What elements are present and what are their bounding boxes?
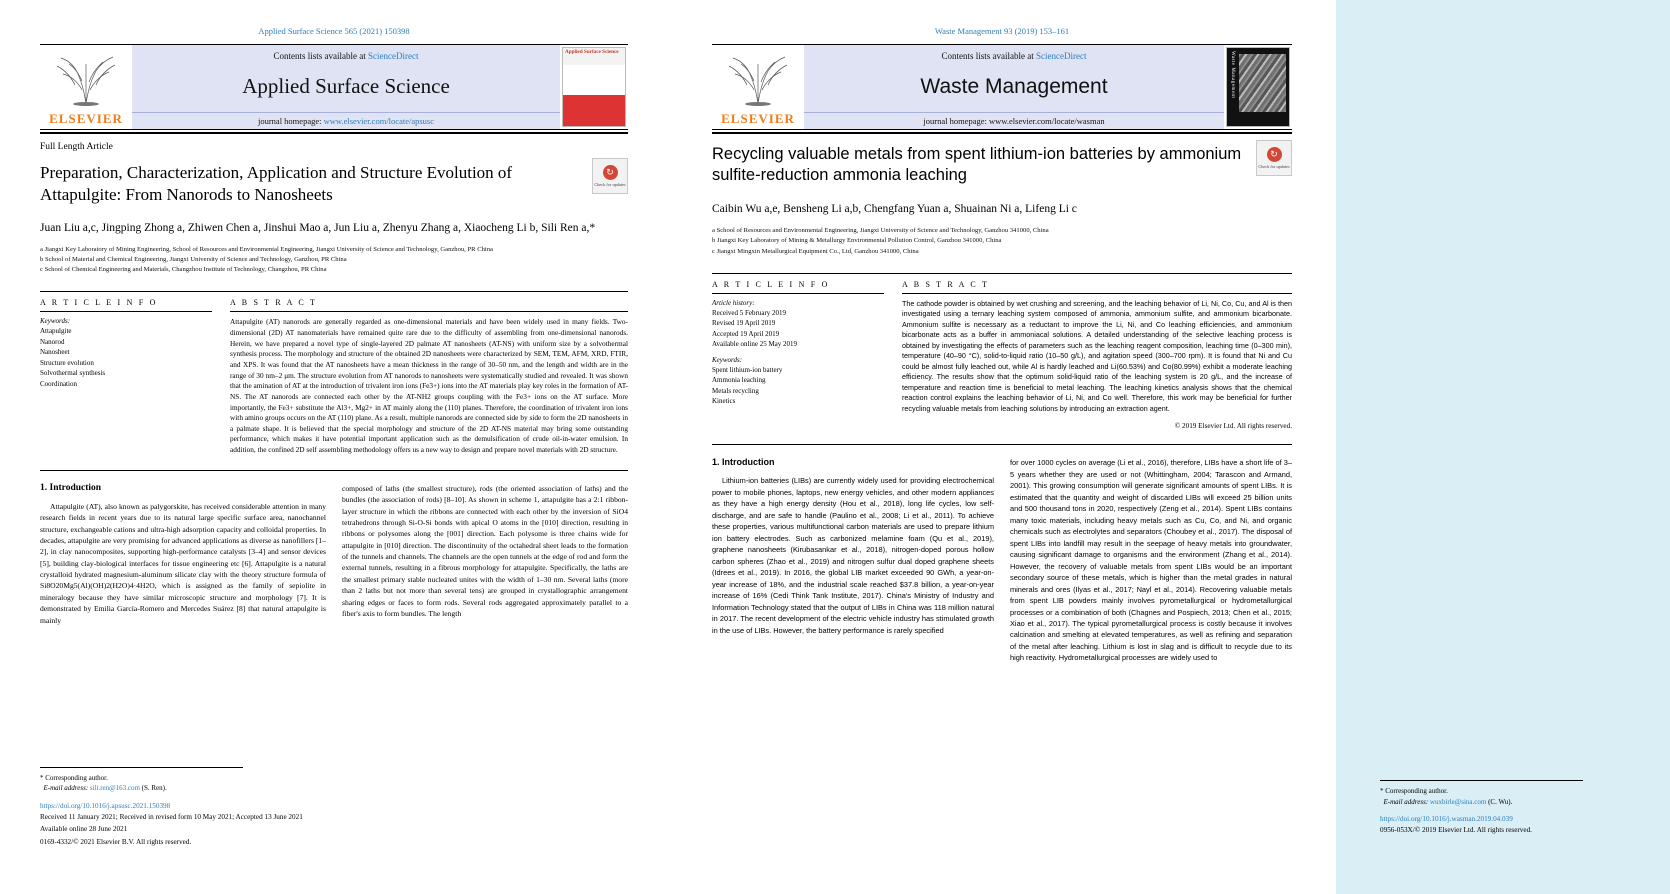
- email-owner-left: (S. Ren).: [141, 784, 167, 793]
- abstract-heading-left: A B S T R A C T: [230, 298, 318, 308]
- email-owner-right: (C. Wu).: [1488, 797, 1513, 806]
- history-item: Accepted 19 April 2019: [712, 329, 780, 338]
- homepage-prefix-right: journal homepage:: [923, 116, 990, 126]
- email-link-right[interactable]: wuxbirle@sina.com: [1429, 797, 1487, 806]
- corresponding-email-line-left: [40, 783, 243, 794]
- contents-prefix-right: Contents lists available at: [941, 51, 1036, 61]
- pdf-page-left[interactable]: [0, 0, 668, 894]
- elsevier-wordmark-left: ELSEVIER: [49, 111, 123, 126]
- divider: [902, 293, 1292, 294]
- title-row-right: [712, 134, 1292, 187]
- body-column-2-right: [1010, 457, 1292, 667]
- affiliation-item: c School of Chemical Engineering and Materials, Changzhou Institute of Technology, Changzhou, PR China: [40, 266, 327, 274]
- article-info-column-right: [712, 280, 884, 431]
- journal-reference-left: Applied Surface Science 565 (2021) 150398: [258, 26, 410, 36]
- elsevier-tree-icon: [40, 45, 132, 111]
- crossmark-badge-left[interactable]: [592, 158, 628, 194]
- keyword-item: Spent lithium-ion battery: [712, 365, 783, 374]
- sciencedirect-link-left[interactable]: ScienceDirect: [368, 51, 419, 61]
- crossmark-label-right: Check for updates: [1258, 164, 1290, 169]
- keywords-list-right: [712, 365, 884, 407]
- history-item: Revised 19 April 2019: [712, 319, 776, 328]
- homepage-link-right[interactable]: www.elsevier.com/locate/wasman: [989, 116, 1105, 126]
- journal-masthead-left: [40, 44, 628, 130]
- journal-cover-image-left: [562, 47, 626, 127]
- keyword-item: Metals recycling: [712, 386, 759, 395]
- abstract-column-left: [230, 298, 628, 455]
- author-list-right: Caibin Wu a,e, Bensheng Li a,b, Chengfang Yuan a, Shuainan Ni a, Lifeng Li c: [712, 202, 1077, 215]
- keywords-heading-right: Keywords:: [712, 355, 743, 364]
- divider: [230, 311, 628, 312]
- elsevier-logo-left: [40, 45, 132, 129]
- cover-photo-right: [1239, 54, 1286, 112]
- footer-block-right: [1380, 770, 1670, 836]
- intro-paragraph-2-right: for over 1000 cycles on average (Li et al., 2016), therefore, LIBs have a short life of 3–5 years whether they are used or not (Whittingham, 2004; Tarascon and Armand, 2001). This growing consumption will generate significant amounts of spent LIBs. It is estimated that the quantity and weight of discarded LIBs will exceed 25 billion units and 500 thousand tons in 2020, respectively (Zeng et al., 2014). Spent LIBs contains many toxic materials, including heavy metals such as Cu, Co, and Ni, and organic chemicals such as electrolytes and separators (Choubey et al., 2017). The disposal of spent LIBs into landfill may result in the seepage of heavy metals into groundwater, causing significant damage to organisms and the environment (Zhang et al., 2014). However, the recovery of valuable metals from spent LIBs would be an important secondary source of these metals, which is higher than the metal grades in natural minerals and ores (Ilyas et al., 2017; Nayl et al., 2014). Recovering valuable metals from spent LIB powders mainly involves pyrometallurgical or hydrometallurgical processes or a combination of both (Chagnes and Pospiech, 2013; Chen et al., 2015; Xiao et al., 2017). The typical pyrometallurgical process is costly because it involves calcination and smelting at elevated temperatures, as well as refining and separation of the metal after leaching. Lithium is lost in slag and is difficult to recycle due to its high reactivity. Hydrometallurgical processes are widely used to: [1010, 458, 1292, 663]
- issn-copyright-left: 0169-4332/© 2021 Elsevier B.V. All rights reserved.: [40, 838, 192, 847]
- info-abstract-block-left: [40, 291, 628, 455]
- journal-masthead-right: [712, 44, 1292, 130]
- paper-title-left: Preparation, Characterization, Application and Structure Evolution of Attapulgite: From Nanorods to Nanosheets: [40, 163, 513, 204]
- affiliation-item: b Jiangxi Key Laboratory of Mining & Metallurgy Environmental Pollution Control, Ganzhou 341000, China: [712, 237, 1002, 245]
- sciencedirect-link-right[interactable]: ScienceDirect: [1036, 51, 1087, 61]
- keyword-item: Kinetics: [712, 397, 736, 406]
- affiliation-item: b School of Material and Chemical Engineering, Jiangxi University of Science and Technology, Ganzhou, PR China: [40, 255, 347, 263]
- article-info-heading-left: A R T I C L E I N F O: [40, 298, 158, 308]
- article-type-left: Full Length Article: [40, 142, 113, 152]
- body-column-1-left: [40, 483, 326, 630]
- keyword-item: Solvothermal synthesis: [40, 369, 106, 378]
- section-rule-left: [40, 470, 628, 471]
- contents-prefix-left: Contents lists available at: [273, 51, 368, 61]
- intro-heading-left: 1. Introduction: [40, 482, 102, 493]
- body-column-1-right: [712, 457, 994, 667]
- keywords-list-left: [40, 326, 212, 389]
- keyword-item: Structure evolution: [40, 358, 94, 367]
- journal-cover-left: [560, 45, 628, 129]
- masthead-rule-left: [40, 132, 628, 134]
- affiliation-item: a School of Resources and Environmental Engineering, Jiangxi University of Science and Technology, Ganzhou 341000, China: [712, 227, 1049, 235]
- intro-paragraph-1-left: Attapulgite (AT), also known as palygorskite, has received considerable attention in many research fields in recent years due to its natural large specific surface area, nanochannel structure, exchangeable cations and ultra-high adsorption capacity and colloidal properties. In decades, attapulgite are very promising for advanced applications as diverse as nanofillers [1–2], in clay nanocomposites, supporting high-performance catalysts [3–4] and sensor devices [5], building clay-biological interfaces for tissue engineering etc [6]. Attapulgite is a natural crystalloid hydrated magnesium-aluminum silicate clay with the theory structure formula of Si8O20Mg5(Al)(OH)2(H2O)4·4H2O, which is assigned as the family of sepiolite in mineralogy because they have similar microscopic structure and morphology [7]. It is demonstrated by Emilia García-Romero and Mercedes Suárez [8] that natural attapulgite is mainly: [40, 501, 326, 625]
- keyword-item: Nanosheet: [40, 348, 70, 357]
- history-item: Available online 25 May 2019: [712, 340, 798, 349]
- contents-available-line-right: [942, 51, 1087, 61]
- keyword-item: Ammonia leaching: [712, 376, 766, 385]
- footer-block-left: [40, 757, 330, 848]
- journal-homepage-left: [132, 112, 560, 129]
- corresponding-author-note-right: [1380, 780, 1583, 807]
- crossmark-icon-left: ↻: [603, 165, 618, 180]
- corresponding-author-star-left: * Corresponding author.: [40, 773, 108, 782]
- elsevier-logo-right: [712, 45, 804, 129]
- crossmark-label-left: Check for updates: [594, 182, 626, 187]
- doi-link-left[interactable]: https://doi.org/10.1016/j.apsusc.2021.150398: [40, 801, 171, 810]
- body-columns-left: [40, 483, 628, 630]
- journal-title-left: Applied Surface Science: [242, 74, 450, 98]
- journal-homepage-right: [804, 112, 1224, 129]
- cover-caption-right: Waste Management: [1230, 51, 1235, 99]
- body-column-2-left: [342, 483, 628, 630]
- abstract-heading-right: A B S T R A C T: [902, 279, 990, 289]
- elsevier-wordmark-right: ELSEVIER: [721, 111, 795, 126]
- abstract-copyright-right: © 2019 Elsevier Ltd. All rights reserved.: [1174, 422, 1292, 431]
- journal-reference-right: Waste Management 93 (2019) 153–161: [934, 26, 1070, 36]
- abstract-text-left: Attapulgite (AT) nanorods are generally regarded as one-dimensional materials and have been widely used in many fields. Two-dimensional (2D) AT nanomaterials have remained quite rare due to the difficulty of assembling from one-dimensional nanorods. Herein, we have prepared a novel type of single-layered 2D palmate AT nanosheets (AT-NS) with uniform size by a solvothermal synthesis process. The morphology and structure of the obtained 2D nanosheets were characterized by SEM, TEM, AFM, XRD, FTIR, and XPS. It was found that the AT nanosheets have a mean thickness in the range of 30–50 nm, and the length and width are in the range of 30 nm–2 μm. The structure evolution from AT nanorods to nanosheets were systematically studied and revealed. It was shown that the amination of AT at the introduction of trivalent iron ions (Fe3+) ions into the AT materials play key roles in the formation of AT-NS. The AT nanorods are connected each other by the AT-NH2 groups coupling with the Fe3+ ions on the AT surface. More importantly, the Fe3+ substitute the Al3+, Mg2+ in AT mainly along the (110) planes. Therefore, the coordination of trivalent iron ions with amino groups occurs on the AT (110) plane. As a result, multiple nanorods are connected side by side to form the 2D nanosheets in a palmate shape. It is believed that the special morphology and structure of the 2D AT-NS material may bring some outstanding performance, which makes it have potential important application such as the demulsification of crude oil-in-water emulsion. In addition, the confined 2D self assembling methodology offers us a new way to design and prepare novel materials with 2D structure.: [230, 317, 628, 455]
- masthead-center-right: [804, 45, 1224, 129]
- author-list-left: Juan Liu a,c, Jingping Zhong a, Zhiwen Chen a, Jinshui Mao a, Jun Liu a, Zhenyu Zhang a, Xiaocheng Li b, Sili Ren a,*: [40, 221, 596, 234]
- abstract-text-right: The cathode powder is obtained by wet crushing and screening, and the leaching behavior of Li, Ni, Co, Cu, and Al is then investigated using a ternary leaching system composed of ammonia, ammonium sulfite, and ammonium bicarbonate. Ammonium sulfite is necessary as a reductant to improve the Li, Ni, and Co leaching efficiencies, and ammonium bicarbonate acts as a buffer in ammoniacal solutions. A detailed understanding of the selective leaching process is obtained by investigating the effects of parameters such as the leaching reagent composition, leaching time (0–300 min), temperature (40–90 °C), solid-to-liquid ratio (10–50 g/L), and agitation speed (300–700 rpm). It is found that Ni and Cu could be almost fully leached out, while Al is hardly leached and Li(60.53%) and Co(80.99%) exhibit a moderate leaching efficiency. The results show that the optimum solid-liquid ratio of the leaching system is 20 g/L, and the increase of temperature and reaction time is beneficial to metal leaching. The leaching kinetics analysis shows that the chemical reaction control explains the leaching behavior of Li, Ni, and Co well. Therefore, this work may be beneficial for further recycling valuable metals from leaching solutions by introducing an extraction agent.: [902, 298, 1292, 413]
- keywords-heading-left: Keywords:: [40, 317, 71, 326]
- abstract-column-right: [902, 280, 1292, 431]
- intro-heading-right: 1. Introduction: [712, 457, 775, 468]
- affiliation-item: a Jiangxi Key Laboratory of Mining Engineering, School of Resources and Environmental Engineering, Jiangxi University of Science and Technology, Ganzhou, PR China: [40, 245, 493, 253]
- article-history-heading-right: Article history:: [712, 298, 755, 307]
- article-history-list-right: [712, 308, 884, 350]
- crossmark-badge-right[interactable]: [1256, 140, 1292, 176]
- keyword-item: Coordination: [40, 379, 77, 388]
- title-row-left: [40, 152, 628, 206]
- contents-available-line-left: [274, 51, 419, 61]
- body-columns-right: [712, 457, 1292, 667]
- keyword-item: Attapulgite: [40, 327, 72, 336]
- homepage-link-left[interactable]: www.elsevier.com/locate/apsusc: [323, 116, 434, 126]
- journal-cover-right: [1224, 45, 1292, 129]
- divider: [40, 311, 212, 312]
- section-rule-right: [712, 444, 1292, 445]
- affiliations-left: [40, 245, 628, 276]
- doi-link-right[interactable]: https://doi.org/10.1016/j.wasman.2019.04.039: [1380, 815, 1513, 824]
- crossmark-icon-right: ↻: [1267, 147, 1282, 162]
- corresponding-author-star-right: * Corresponding author.: [1380, 787, 1448, 796]
- received-history-left: Received 11 January 2021; Received in revised form 10 May 2021; Accepted 13 June 2021: [40, 812, 303, 821]
- info-abstract-block-right: [712, 273, 1292, 431]
- issn-copyright-right: 0956-053X/© 2019 Elsevier Ltd. All rights reserved.: [1380, 826, 1532, 835]
- divider: [712, 293, 884, 294]
- cover-caption-left: Applied Surface Science: [565, 49, 619, 55]
- available-online-left: Available online 28 June 2021: [40, 825, 128, 834]
- journal-title-right: Waste Management: [920, 74, 1108, 98]
- email-address-label-right: E-mail address:: [1383, 797, 1429, 806]
- intro-paragraph-1-right: Lithium-ion batteries (LIBs) are currently widely used for providing electrochemical power to mobile phones, laptops, new energy vehicles, and other modern appliances as they have a high energy density (Hou et al., 2018), long life cycles, low self-discharge, and are safe to handle (Paulino et al., 2008; Li et al., 2011). To achieve these properties, various multifunctional carbon materials are used to prepare lithium ion battery electrodes. Such as carbonized melamine foam (Qu et al., 2019), graphene nanosheets (Kirubasankar et al., 2018), nitrogen-doped porous hollow carbon spheres (Zhao et al., 2019) and nitrogen sulfur dual doped graphene sheets (Idrees et al., 2019). In 2016, the global LIB market exceeded 90 GWh, a year-on-year increase of 18%, and the industrial scale reached $37.8 billion, a year-on-year increase of 16% (Cedi Think Tank Institute, 2017). China's Ministry of Industry and Information Technology stated that the output of LIBs in China was 118 million natural in 2017. The recent development of the electric vehicle industry has stimulated growth in the use of LIBs. However, the battery performance is rarely specified: [712, 476, 994, 635]
- paper-title-right: Recycling valuable metals from spent lithium-ion batteries by ammonium sulfite-reduction ammonia leaching: [712, 145, 1242, 185]
- masthead-center-left: [132, 45, 560, 129]
- affiliation-item: c Jiangxi Mingxin Metallurgical Equipment Co., Ltd, Ganzhou 341000, China: [712, 247, 919, 255]
- history-item: Received 5 February 2019: [712, 308, 787, 317]
- article-info-heading-right: A R T I C L E I N F O: [712, 279, 830, 289]
- email-address-label-left: E-mail address:: [43, 784, 89, 793]
- article-info-column-left: [40, 298, 212, 455]
- journal-cover-image-right: [1226, 47, 1290, 127]
- pdf-page-right[interactable]: [668, 0, 1532, 894]
- elsevier-tree-icon: [712, 45, 804, 111]
- homepage-prefix-left: journal homepage:: [257, 116, 324, 126]
- corresponding-email-line-right: [1380, 797, 1583, 808]
- intro-paragraph-2-left: composed of laths (the smallest structure), rods (the oriented association of laths) and the bundles (the association of rods) [8–10]. As shown in scheme 1, attapulgite has a 2:1 ribbon-layer structure in which the ribbons are connected with each other by the inversion of SiO4 tetrahedrons through Si-O-Si bonds with apical O atoms in the [010] direction, resulting in ribbons or polysomes along the [001] direction. Each polysome is three chains wide for attapulgite in [010] direction. The discontinuity of the octahedral sheet leads to the formation of the tunnels and channels. The channels are the open tunnels at the edge of rod and form the external tunnels, resulting in a fibrous morphology for attapulgite. Specifically, the laths are the smallest primary stable nucleated unites with the width of 1–30 nm. Several laths (more than 2 laths but not more than several tens) are grouped in crystallographic arrangement sharing edges or faces to form rods. Several rods aggregated approximately parallel to a fiber's axis to form bundles. The length: [342, 483, 628, 619]
- email-link-left[interactable]: sili.ren@163.com: [89, 784, 140, 793]
- keyword-item: Nanorod: [40, 337, 65, 346]
- affiliations-right: [712, 226, 1292, 257]
- corresponding-author-note-left: [40, 767, 243, 794]
